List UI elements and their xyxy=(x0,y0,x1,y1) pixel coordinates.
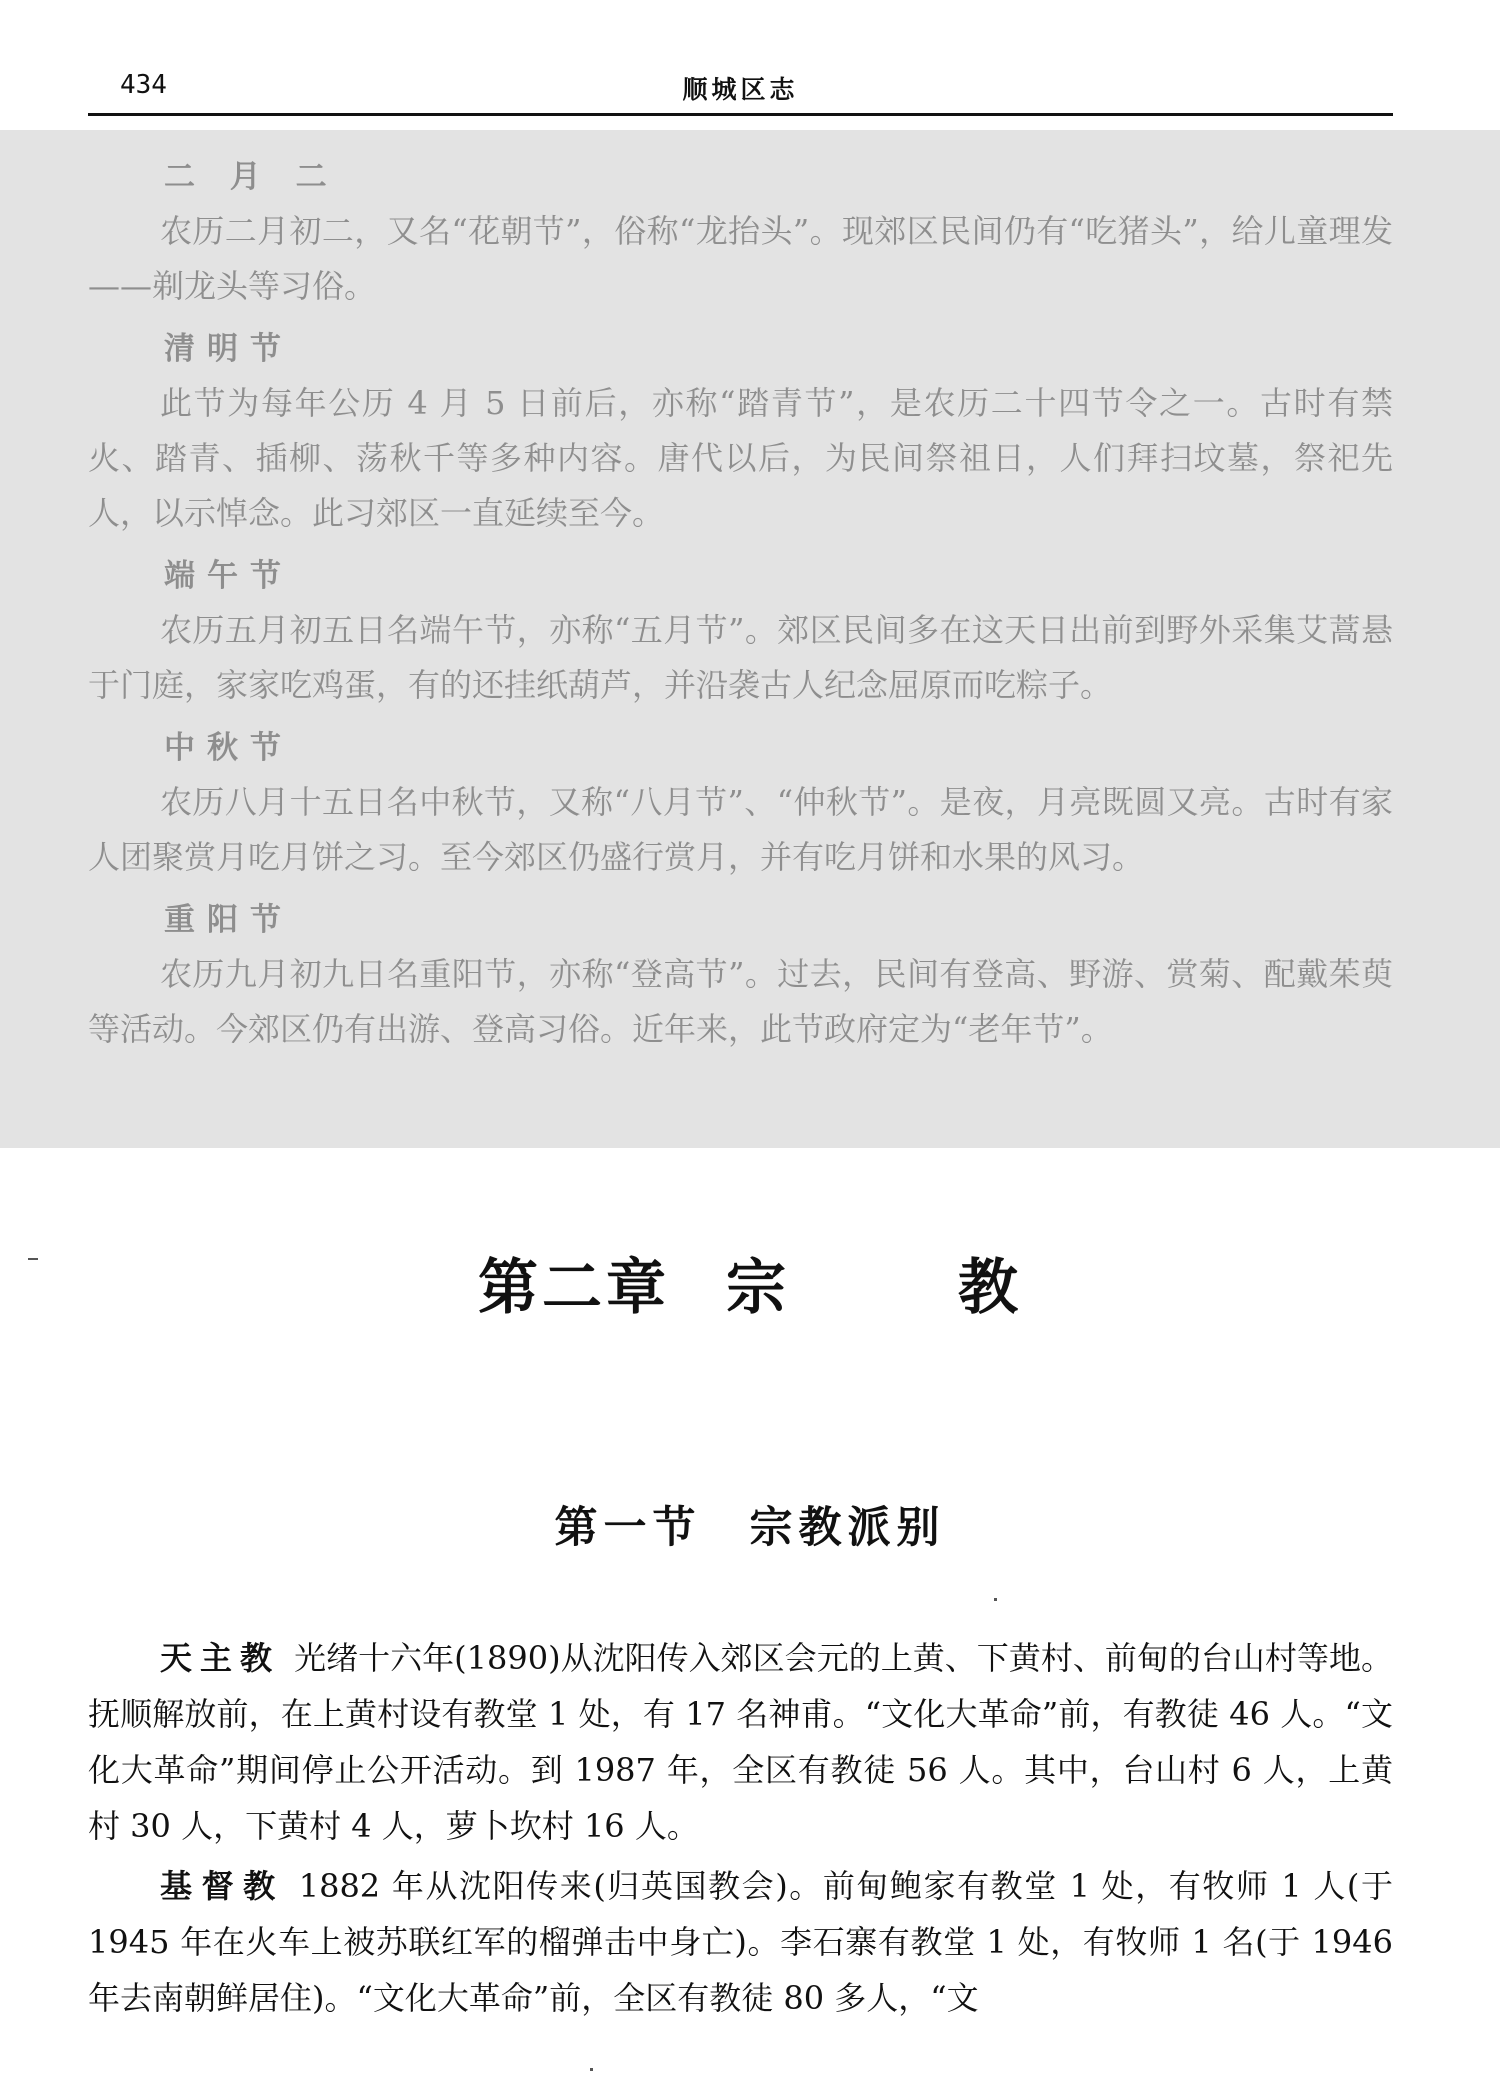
festival-section xyxy=(88,150,1393,1065)
page-number: 434 xyxy=(120,70,167,100)
chapter-title xyxy=(0,1240,1500,1326)
festival-text: 农历九月初九日名重阳节，亦称“登高节”。过去，民间有登高、野游、赏菊、配戴茱萸等活动。今郊区仍有出游、登高习俗。近年来，此节政府定为“老年节”。 xyxy=(88,955,1393,1048)
religion-name: 基督教 xyxy=(160,1867,285,1905)
festival-text: 此节为每年公历 4 月 5 日前后，亦称“踏青节”，是农历二十四节令之一。古时有禁火、踏青、插柳、荡秋千等多种内容。唐代以后，为民间祭祖日，人们拜扫坟墓，祭祀先人，以示悼念。此习郊区一直延续至今。 xyxy=(88,384,1393,532)
religion-paragraph xyxy=(88,1858,1393,2026)
header-rule xyxy=(88,113,1393,116)
festival-text: 农历五月初五日名端午节，亦称“五月节”。郊区民间多在这天日出前到野外采集艾蒿悬于门庭，家家吃鸡蛋，有的还挂纸葫芦，并沿袭古人纪念屈原而吃粽子。 xyxy=(88,611,1393,704)
chapter-title-part1: 宗 xyxy=(726,1253,790,1323)
festival-text: 农历八月十五日名中秋节，又称“八月节”、“仲秋节”。是夜，月亮既圆又亮。古时有家人团聚赏月吃月饼之习。至今郊区仍盛行赏月，并有吃月饼和水果的风习。 xyxy=(88,783,1393,876)
chapter-number: 第二章 xyxy=(478,1253,670,1323)
festival-heading: 清明节 xyxy=(164,331,293,367)
religion-name: 天主教 xyxy=(160,1639,281,1677)
festival-heading: 二 月 二 xyxy=(164,159,339,195)
festival-heading: 中秋节 xyxy=(164,730,293,766)
scan-speck xyxy=(994,1598,997,1601)
religion-paragraph xyxy=(88,1630,1393,1854)
scan-speck xyxy=(28,1258,38,1260)
festival-heading: 端午节 xyxy=(164,558,293,594)
section-name: 宗教派别 xyxy=(749,1503,946,1553)
page-header xyxy=(88,66,1393,116)
section-title xyxy=(0,1494,1500,1555)
festival-text: 农历二月初二，又名“花朝节”，俗称“龙抬头”。现郊区民间仍有“吃猪头”，给儿童理发——剃龙头等习俗。 xyxy=(88,212,1393,305)
chapter-title-part2: 教 xyxy=(958,1253,1022,1323)
religion-text: 1882 年从沈阳传来(归英国教会)。前甸鲍家有教堂 1 处，有牧师 1 人(于 1945 年在火车上被苏联红军的榴弹击中身亡)。李石寨有教堂 1 处，有牧师 1 名(于 1946 年去南朝鲜居住)。“文化大革命”前，全区有教徒 80 多人，“文 xyxy=(88,1867,1393,2017)
book-title: 顺城区志 xyxy=(682,75,799,104)
festival-heading: 重阳节 xyxy=(164,902,293,938)
section-number: 第一节 xyxy=(554,1503,702,1553)
religion-section xyxy=(88,1630,1393,2030)
religion-text: 光绪十六年(1890)从沈阳传入郊区会元的上黄、下黄村、前甸的台山村等地。抚顺解放前，在上黄村设有教堂 1 处，有 17 名神甫。“文化大革命”前，有教徒 46 人。“文化大革命”期间停止公开活动。到 1987 年，全区有教徒 56 人。其中，台山村 6 人，上黄村 30 人，下黄村 4 人，萝卜坎村 16 人。 xyxy=(88,1639,1393,1845)
scan-speck xyxy=(590,2068,593,2071)
